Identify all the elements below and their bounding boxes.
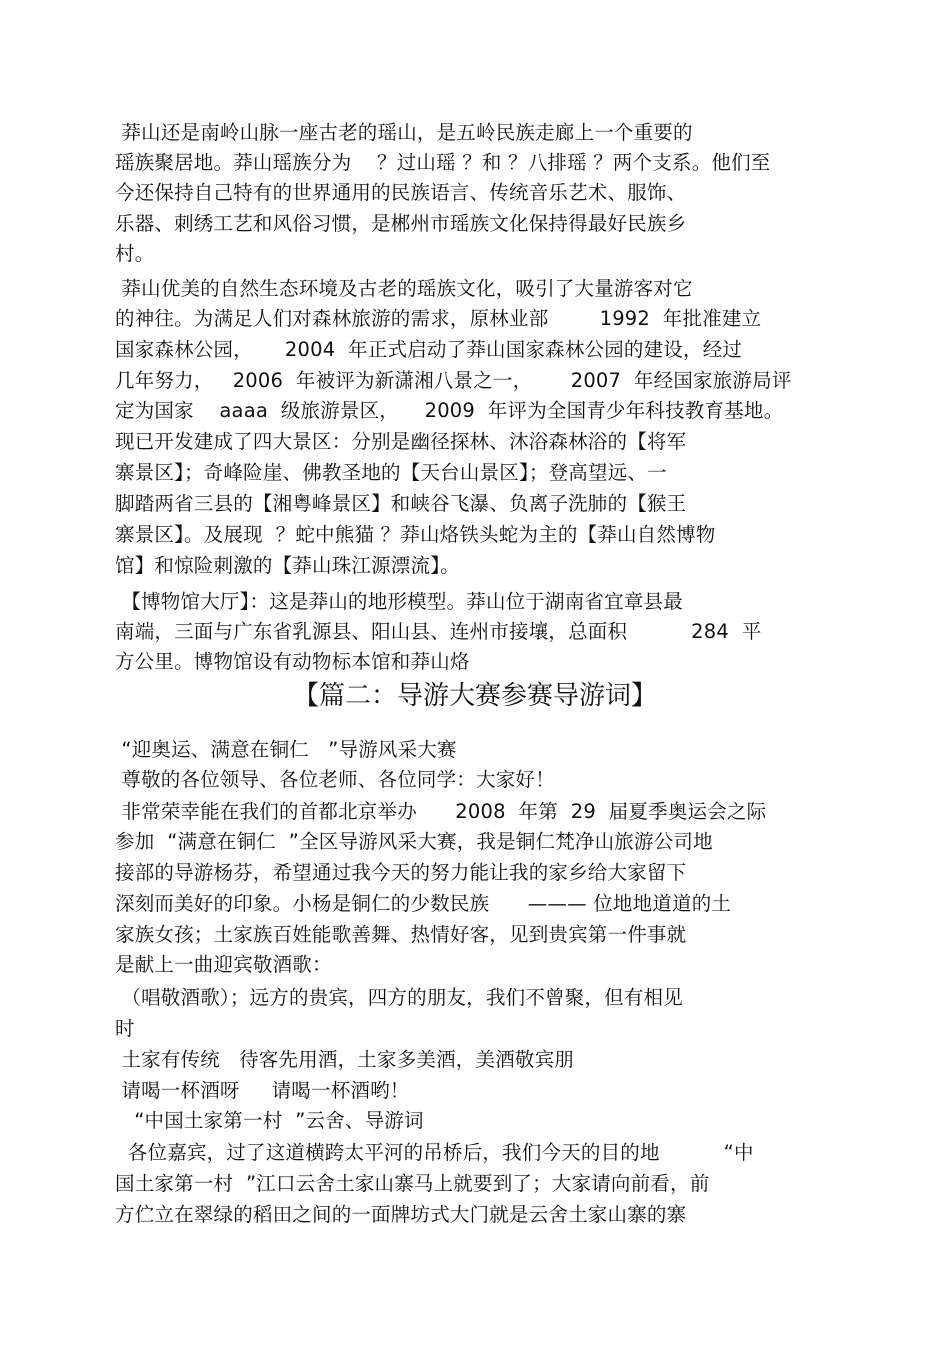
paragraph-line: 现已开发建成了四大景区：分别是幽径探林、沐浴森林浴的【将军 (115, 430, 687, 453)
paragraph-line: 村。 (115, 242, 155, 265)
paragraph-line: “迎奥运、满意在铜仁 ”导游风采大赛 (115, 738, 457, 761)
paragraph-line: 寨景区】。及展现 ？蛇中熊猫 ？莽山烙铁头蛇为主的【莽山自然博物 (115, 523, 716, 546)
paragraph-line: 的神往。为满足人们对森林旅游的需求，原林业部 1992 年批准建立 (115, 307, 762, 330)
paragraph-line: 国家森林公园， 2004 年正式启动了莽山国家森林公园的建设，经过 (115, 338, 743, 361)
paragraph-line: 请喝一杯酒呀 请喝一杯酒哟！ (115, 1079, 410, 1102)
paragraph-line: 莽山还是南岭山脉一座古老的瑶山，是五岭民族走廊上一个重要的 (115, 121, 693, 144)
paragraph-line: 脚踏两省三县的【湘粤峰景区】和峡谷飞瀑、负离子洗肺的【猴王 (115, 492, 687, 515)
paragraph-line: 国土家第一村 ”江口云舍土家山寨马上就要到了；大家请向前看，前 (115, 1172, 710, 1195)
paragraph-line: 几年努力， 2006 年被评为新潇湘八景之一， 2007 年经国家旅游局评 (115, 369, 792, 392)
paragraph-line: 南端，三面与广东省乳源县、阳山县、连州市接壤，总面积 284 平 (115, 620, 762, 643)
paragraph-line: 方伫立在翠绿的稻田之间的一面牌坊式大门就是云舍土家山寨的寨 (115, 1203, 687, 1226)
paragraph-line: 家族女孩；土家族百姓能歌善舞、热情好客，见到贵宾第一件事就 (115, 923, 687, 946)
paragraph-line: “中国土家第一村 ”云舍、导游词 (115, 1109, 424, 1132)
paragraph-line: 方公里。博物馆设有动物标本馆和莽山烙 (115, 650, 470, 673)
paragraph-line: 瑶族聚居地。莽山瑶族分为 ？过山瑶 ？和 ？八排瑶 ？两个支系。他们至 (115, 151, 771, 174)
paragraph-line: 乐器、刺绣工艺和风俗习惯，是郴州市瑶族文化保持得最好民族乡 (115, 212, 687, 235)
paragraph-line: （唱敬酒歌）；远方的贵宾，四方的朋友，我们不曾聚，但有相见 (115, 986, 683, 1009)
paragraph-line: 【博物馆大厅】：这是莽山的地形模型。莽山位于湖南省宜章县最 (115, 590, 683, 613)
paragraph-line: 深刻而美好的印象。小杨是铜仁的少数民族 ——— 位地地道道的土 (115, 892, 732, 915)
paragraph-line: 参加 “满意在铜仁 ”全区导游风采大赛，我是铜仁梵净山旅游公司地 (115, 830, 713, 853)
paragraph-line: 非常荣幸能在我们的首都北京举办 2008 年第 29 届夏季奥运会之际 (115, 800, 767, 823)
paragraph-line: 时 (115, 1017, 135, 1040)
paragraph-line: 馆】和惊险刺激的【莽山珠江源漂流】。 (115, 554, 460, 577)
paragraph-line: 接部的导游杨芬，希望通过我今天的努力能让我的家乡给大家留下 (115, 861, 687, 884)
paragraph-line: 今还保持自己特有的世界通用的民族语言、传统音乐艺术、服饰、 (115, 181, 687, 204)
section-heading: 【篇二：导游大赛参赛导游词】 (292, 681, 657, 711)
paragraph-line: 是献上一曲迎宾敬酒歌： (115, 953, 332, 976)
paragraph-line: 寨景区】；奇峰险崖、佛教圣地的【天台山景区】；登高望远、一 (115, 461, 667, 484)
paragraph-line: 各位嘉宾，过了这道横跨太平河的吊桥后，我们今天的目的地 “中 (115, 1141, 754, 1164)
paragraph-line: 定为国家 aaaa 级旅游景区， 2009 年评为全国青少年科技教育基地。 (115, 399, 784, 422)
paragraph-line: 尊敬的各位领导、各位老师、各位同学：大家好！ (115, 768, 555, 791)
paragraph-line: 莽山优美的自然生态环境及古老的瑶族文化，吸引了大量游客对它 (115, 277, 693, 300)
paragraph-line: 土家有传统 待客先用酒，土家多美酒，美酒敬宾朋 (115, 1048, 574, 1071)
